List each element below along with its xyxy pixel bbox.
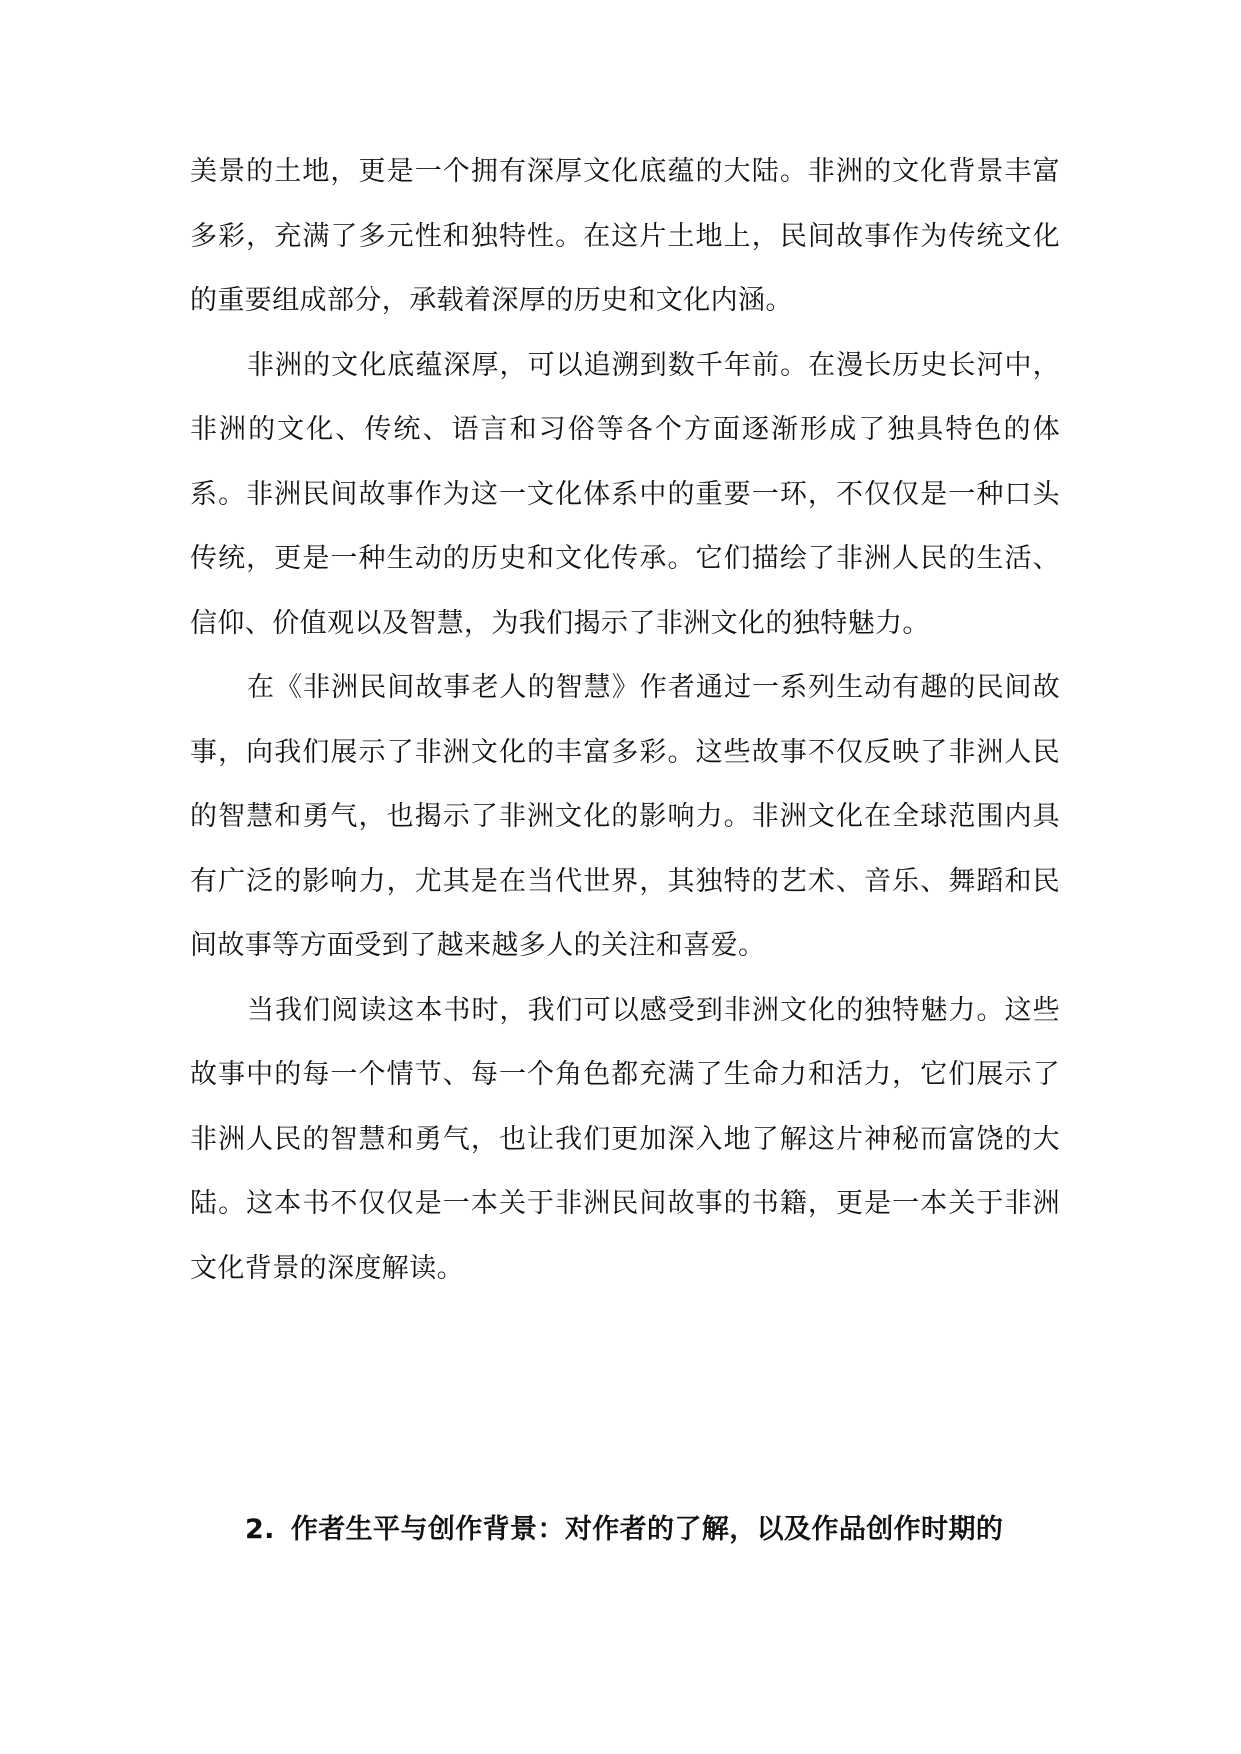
document-body (190, 140, 1060, 1301)
paragraph-continuation: 美景的土地，更是一个拥有深厚文化底蕴的大陆。非洲的文化背景丰富多彩，充满了多元性和独特性。在这片土地上，民间故事作为传统文化的重要组成部分，承载着深厚的历史和文化内涵。 (190, 156, 1060, 316)
paragraph-cultural-heritage: 非洲的文化底蕴深厚，可以追溯到数千年前。在漫长历史长河中，非洲的文化、传统、语言和习俗等各个方面逐渐形成了独具特色的体系。非洲民间故事作为这一文化体系中的重要一环，不仅仅是一种口头传统，更是一种生动的历史和文化传承。它们描绘了非洲人民的生活、信仰、价值观以及智慧，为我们揭示了非洲文化的独特魅力。 (190, 349, 1060, 639)
section-number: 2. (245, 1514, 275, 1545)
section-heading (245, 1510, 1065, 1550)
section-title: 作者生平与创作背景：对作者的了解，以及作品创作时期的 (290, 1514, 1004, 1545)
paragraph-reading-experience: 当我们阅读这本书时，我们可以感受到非洲文化的独特魅力。这些故事中的每一个情节、每一个角色都充满了生命力和活力，它们展示了非洲人民的智慧和勇气，也让我们更加深入地了解这片神秘而富饶的大陆。这本书不仅仅是一本关于非洲民间故事的书籍，更是一本关于非洲文化背景的深度解读。 (190, 994, 1060, 1284)
paragraph-book-overview: 在《非洲民间故事老人的智慧》作者通过一系列生动有趣的民间故事，向我们展示了非洲文化的丰富多彩。这些故事不仅反映了非洲人民的智慧和勇气，也揭示了非洲文化的影响力。非洲文化在全球范围内具有广泛的影响力，尤其是在当代世界，其独特的艺术、音乐、舞蹈和民间故事等方面受到了越来越多人的关注和喜爱。 (190, 672, 1060, 961)
